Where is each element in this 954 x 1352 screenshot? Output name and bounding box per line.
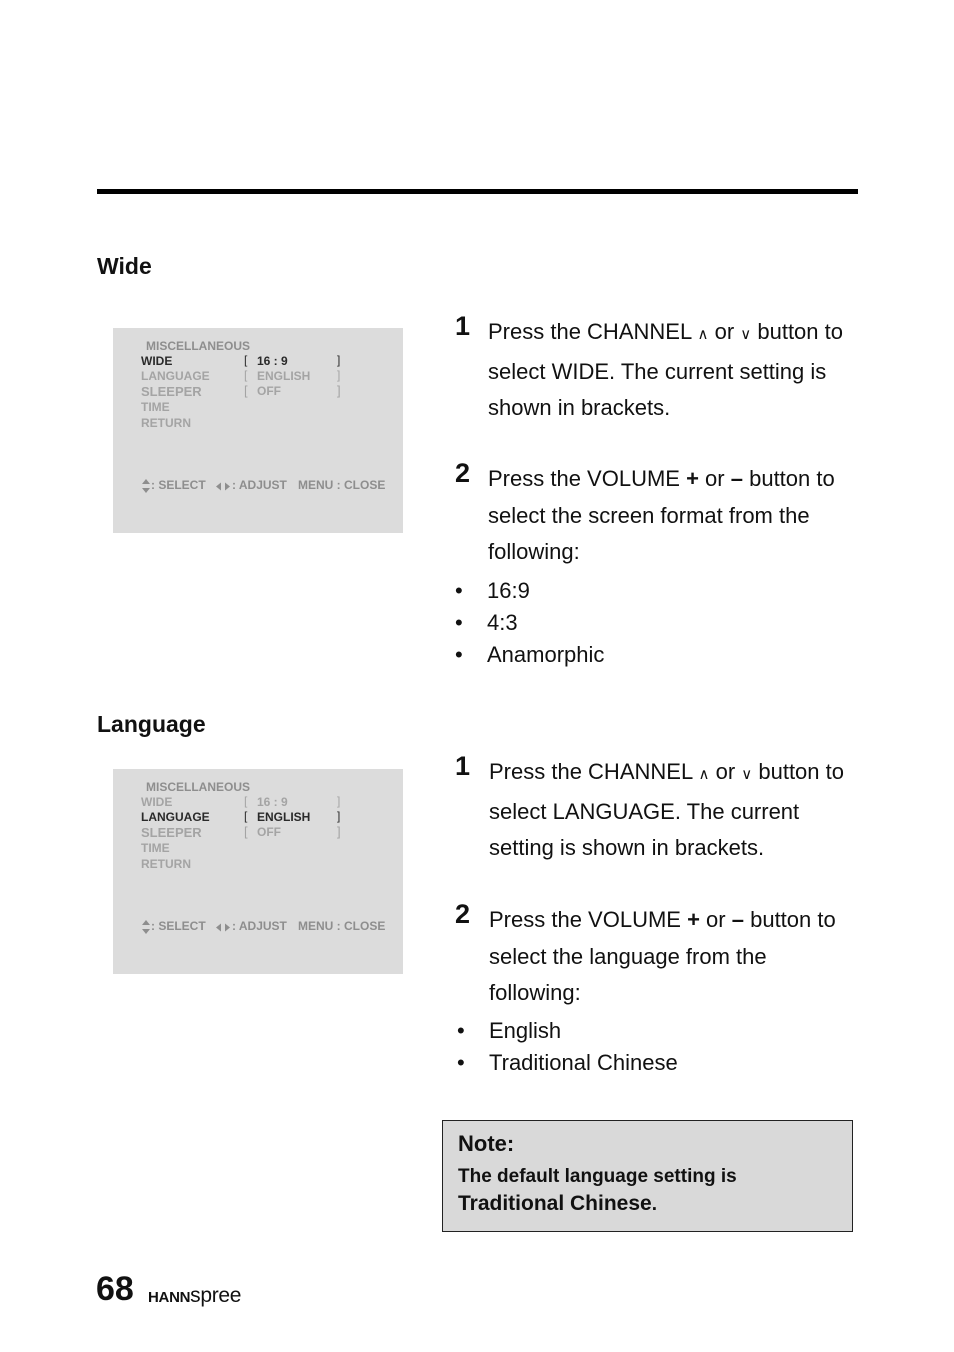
osd-title: MISCELLANEOUS xyxy=(146,339,251,353)
osd-value: OFF xyxy=(257,384,281,398)
bracket-right: ] xyxy=(337,794,341,808)
bracket-right: ] xyxy=(337,809,341,823)
bracket-left: [ xyxy=(244,368,248,382)
note-title: Note: xyxy=(458,1131,515,1156)
step-number: 2 xyxy=(455,458,471,488)
osd-footer: : SELECT : ADJUST MENU : CLOSE xyxy=(141,919,396,935)
osd-value: OFF xyxy=(257,825,281,839)
channel-up-symbol: ∧ xyxy=(698,766,710,783)
step-text: Press the CHANNEL ∧ or ∨ button to select WIDE. The current setting is shown in brackets. xyxy=(488,319,843,420)
note-body: The default language setting is Traditional Chinese. xyxy=(458,1166,737,1215)
bracket-left: [ xyxy=(244,809,248,823)
step-text: Press the VOLUME + or – button to select the screen format from the following: xyxy=(488,466,835,564)
osd-value: ENGLISH xyxy=(257,810,311,824)
step-text: Press the VOLUME + or – button to select the language from the following: xyxy=(489,907,836,1005)
osd-menu-wide xyxy=(113,328,403,533)
bracket-right: ] xyxy=(337,368,341,382)
channel-up-symbol: ∧ xyxy=(697,326,709,343)
step-text: Press the CHANNEL ∧ or ∨ button to select LANGUAGE. The current setting is shown in brackets. xyxy=(489,759,844,860)
bracket-right: ] xyxy=(337,824,341,839)
left-right-arrows-icon xyxy=(215,482,231,491)
osd-item-wide: WIDE [ 16 : 9 ] xyxy=(141,353,341,368)
note-box xyxy=(442,1120,853,1232)
osd-value: ENGLISH xyxy=(257,369,311,383)
osd-value: 16 : 9 xyxy=(257,795,288,809)
bracket-left: [ xyxy=(244,383,248,398)
section-heading-wide: Wide xyxy=(97,253,152,279)
channel-down-symbol: ∨ xyxy=(741,766,753,783)
osd-title: MISCELLANEOUS xyxy=(146,780,251,794)
osd-item-language: LANGUAGE [ ENGLISH ] xyxy=(141,368,341,383)
osd-footer: : SELECT : ADJUST MENU : CLOSE xyxy=(141,478,396,494)
up-down-arrows-icon xyxy=(141,478,151,494)
step-number: 2 xyxy=(455,899,471,929)
channel-down-symbol: ∨ xyxy=(740,326,752,343)
section-heading-language: Language xyxy=(97,711,206,737)
bracket-right: ] xyxy=(337,353,341,367)
osd-value: 16 : 9 xyxy=(257,354,288,368)
osd-item-time: TIME xyxy=(141,841,170,855)
osd-item-sleeper: SLEEPER [ OFF ] xyxy=(141,824,341,840)
step-number: 1 xyxy=(455,751,471,781)
bracket-right: ] xyxy=(337,383,341,398)
osd-item-language: LANGUAGE [ ENGLISH ] xyxy=(141,809,341,824)
osd-item-wide: WIDE [ 16 : 9 ] xyxy=(141,794,341,809)
up-down-arrows-icon xyxy=(141,919,151,935)
osd-item-return: RETURN xyxy=(141,857,191,871)
note-highlight: Traditional Chinese xyxy=(458,1192,652,1215)
osd-item-time: TIME xyxy=(141,400,170,414)
bracket-left: [ xyxy=(244,824,248,839)
osd-item-sleeper: SLEEPER [ OFF ] xyxy=(141,383,341,399)
osd-menu-language xyxy=(113,769,403,974)
left-right-arrows-icon xyxy=(215,923,231,932)
bracket-left: [ xyxy=(244,794,248,808)
brand-logo: HANNspree xyxy=(148,1284,242,1307)
step-number: 1 xyxy=(455,311,471,341)
page-number: 68 xyxy=(96,1270,134,1308)
osd-item-return: RETURN xyxy=(141,416,191,430)
bracket-left: [ xyxy=(244,353,248,367)
header-rule xyxy=(97,189,858,194)
